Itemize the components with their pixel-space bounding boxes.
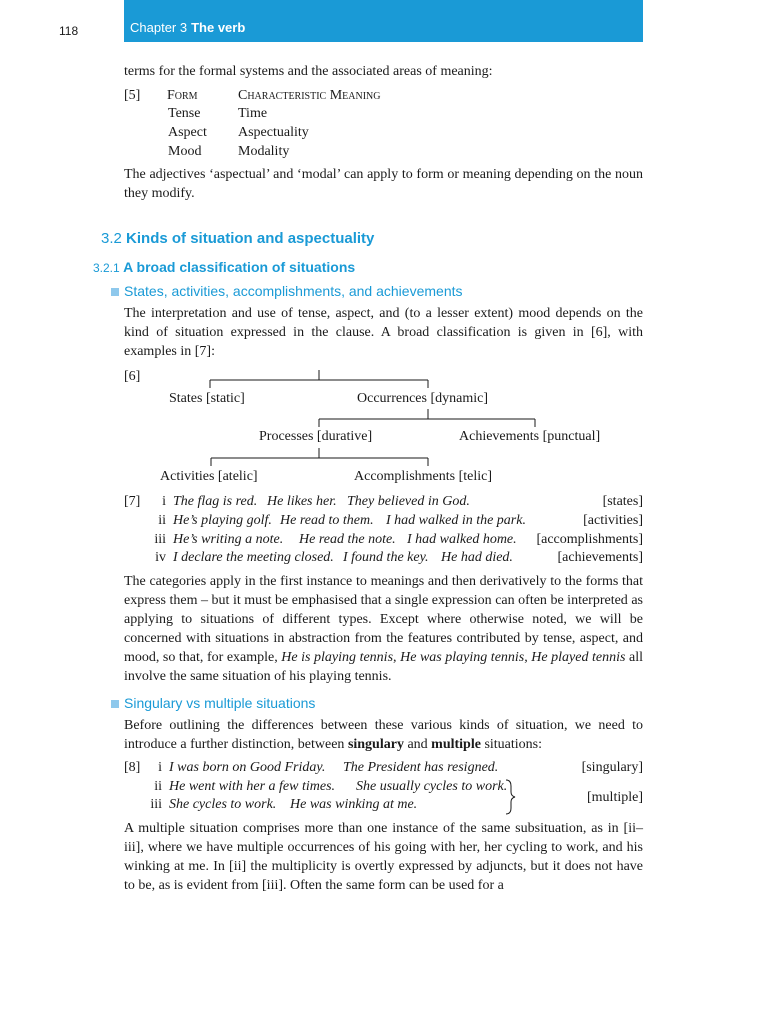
example7-sentence: They believed in God. — [347, 494, 470, 509]
example7-roman: i — [162, 494, 166, 509]
categories-example: He is playing tennis — [281, 650, 394, 665]
categories-example: He played tennis — [531, 650, 626, 665]
tree-node-processes: Processes [durative] — [259, 429, 373, 444]
example7-number: [7] — [124, 494, 141, 509]
example7-sentence: He had died. — [441, 550, 513, 565]
example7-sentence: He read to them. — [280, 513, 374, 528]
example7-sentence: I had walked in the park. — [386, 513, 526, 528]
example7-sentence: He read the note. — [299, 532, 396, 547]
example8-tag-multiple: [multiple] — [587, 790, 643, 805]
example8-roman: iii — [150, 797, 162, 812]
page-number: 118 — [59, 24, 79, 38]
example7-tag: [accomplishments] — [536, 532, 643, 547]
example8-sentence: She usually cycles to work. — [356, 779, 508, 794]
before-end: situations: — [484, 737, 543, 752]
example7-sentence: He likes her. — [267, 494, 337, 509]
example5-meaning: Time — [238, 106, 268, 121]
before-text: Before outlining the differences between these various kinds of situation, we need to introduce a further distinction, between — [124, 718, 643, 752]
example8-sentence: He was winking at me. — [290, 797, 418, 812]
example8-sentence: He went with her a few times. — [169, 779, 336, 794]
bullet-heading-situations: States, activities, accomplishments, and achievements — [124, 283, 463, 299]
example8-sentence: The President has resigned. — [343, 760, 499, 775]
example5-form: Aspect — [168, 125, 207, 140]
bullet-square-icon — [111, 288, 119, 296]
chapter-label: Chapter 3 — [130, 20, 188, 35]
paragraph-adjectives: The adjectives ‘aspectual’ and ‘modal’ can apply to form or meaning depending on the noun they modify. — [124, 167, 643, 201]
categories-tail: all involve the same situation of his playing tennis. — [124, 650, 644, 684]
section-heading — [101, 229, 374, 248]
chapter-header — [130, 20, 245, 35]
example8-number: [8] — [124, 760, 141, 775]
example5-number: [5] — [124, 88, 141, 103]
term-multiple: multiple — [431, 737, 481, 752]
tree-node-achievements: Achievements [punctual] — [459, 429, 601, 444]
tree-node-activities: Activities [atelic] — [160, 469, 258, 484]
example8-sentence: I was born on Good Friday. — [169, 760, 326, 775]
example5-col-meaning: Characteristic Meaning — [238, 88, 381, 103]
term-singulary: singulary — [347, 737, 404, 752]
example7-sentence: I found the key. — [343, 550, 429, 565]
example7-tag: [states] — [602, 494, 643, 509]
before-and: and — [407, 737, 428, 752]
categories-example: He was playing tennis — [400, 650, 525, 665]
example5-meaning: Aspectuality — [238, 125, 309, 140]
example7-tag: [activities] — [583, 513, 643, 528]
tree-node-occurrences: Occurrences [dynamic] — [357, 391, 488, 406]
example8-roman: i — [158, 760, 162, 775]
example5-form: Tense — [168, 106, 201, 121]
example5-meaning: Modality — [238, 144, 290, 159]
paragraph-interpretation: The interpretation and use of tense, aspect, and (to a lesser extent) mood depends on the kind of situation expressed in the clause. A broad classification is given in [6], with examples in [7]: — [124, 306, 643, 359]
tree-node-accomplishments: Accomplishments [telic] — [354, 469, 493, 484]
example6-number: [6] — [124, 369, 141, 384]
section-number: 3.2 — [101, 230, 122, 247]
example8-tag-singulary: [singulary] — [581, 760, 643, 775]
example7-sentence: I had walked home. — [407, 532, 517, 547]
example7-tag: [achievements] — [557, 550, 643, 565]
example5-col-form: Form — [167, 88, 198, 103]
subsection-title: A broad classification of situations — [123, 259, 356, 275]
example7-sentence: I declare the meeting closed. — [173, 550, 334, 565]
categories-text: The categories apply in the first instance to meanings and then derivatively to the forms that express them – but it must be emphasised that a single expression can often be interpreted as applying to situations of different types. Except where otherwise noted, we will be concerned with situations in abstraction from the features contributed by tense, aspect, and mood, so that, for example, — [124, 574, 643, 665]
example5-form: Mood — [168, 144, 202, 159]
paragraph-before-outlining — [124, 716, 643, 754]
subsection-heading — [93, 258, 355, 278]
subsection-number: 3.2.1 — [93, 261, 120, 275]
bullet-heading-singulary: Singulary vs multiple situations — [124, 695, 316, 711]
tree-node-states: States [static] — [169, 391, 245, 406]
example7-roman: iii — [154, 532, 166, 547]
section-title: Kinds of situation and aspectuality — [126, 230, 375, 247]
example7-roman: ii — [158, 513, 166, 528]
example7-roman: iv — [155, 550, 166, 565]
example8-sentence: She cycles to work. — [169, 797, 277, 812]
chapter-title: The verb — [191, 20, 246, 35]
example7-sentence: He’s playing golf. — [173, 513, 272, 528]
paragraph-categories: The categories apply in the first instance to meanings and then derivatively to the forms that express them – but it must be emphasised that a single expression can often be interpreted as applying to situations of different types. Except where otherwise noted, we will be concerned with situations in abstraction from the features contributed by tense, aspect, and mood, so that, for example, He is playing tennis, He was playing tennis, He played tennis all involve the same situation of his playing tennis. — [124, 574, 644, 684]
paragraph-multiple-situation: A multiple situation comprises more than one instance of the same subsituation, as in [ii–iii], where we have multiple occurrences of his going with her, her cycling to work, and his winking at me. In [ii] the multiplicity is overtly expressed by adjuncts, but it does not have to be, as is evident from [iii]. Often the same form can be used for a — [124, 821, 643, 893]
example7-sentence: He’s writing a note. — [173, 532, 284, 547]
example7-sentence: The flag is red. — [173, 494, 258, 509]
example8-roman: ii — [154, 779, 162, 794]
bullet-square-icon — [111, 700, 119, 708]
intro-line: terms for the formal systems and the associated areas of meaning: — [124, 64, 493, 79]
